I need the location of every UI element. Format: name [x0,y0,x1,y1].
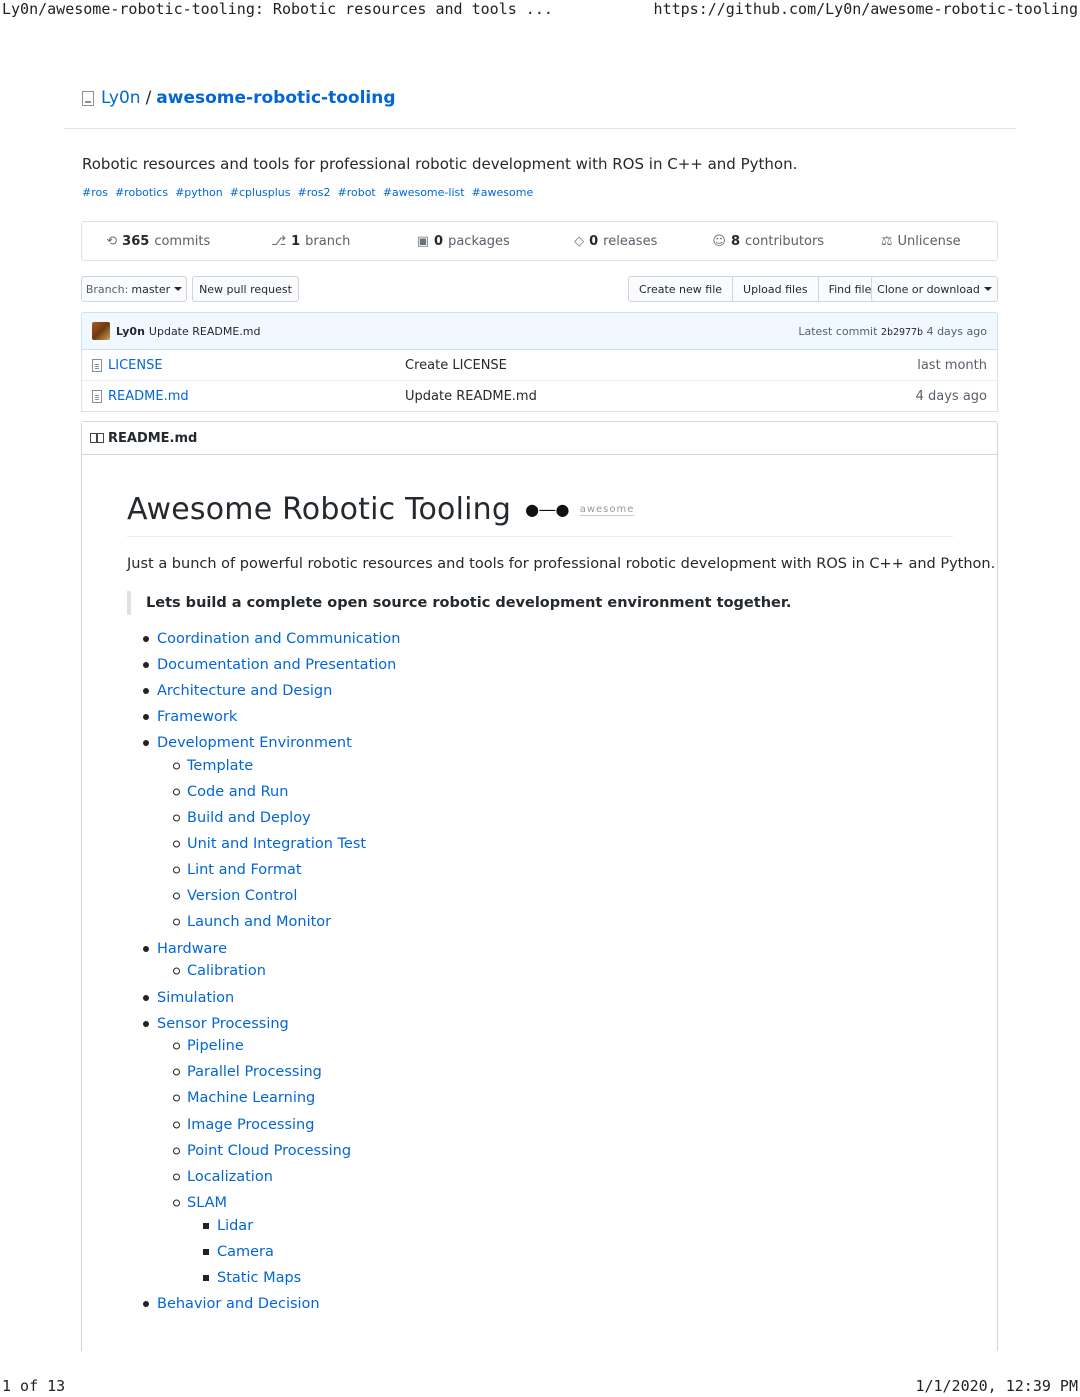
latest-commit-age: 4 days ago [926,324,987,338]
contributors-count: 8 [730,233,741,249]
toc-link[interactable]: Development Environment [157,735,352,751]
people-icon: ☺ [712,233,726,249]
awesome-badge[interactable]: awesome [579,503,635,515]
repo-description: Robotic resources and tools for professional robotic development with ROS in C++ and Python. [82,155,798,173]
create-new-file-button[interactable]: Create new file [629,277,733,301]
releases-link[interactable] [540,222,693,260]
toc-link[interactable]: SLAM [187,1195,228,1211]
toc-link[interactable]: Architecture and Design [157,683,333,699]
releases-count: 0 [589,233,599,249]
file-list [81,350,998,412]
readme-blockquote: Lets build a complete open source robotic development environment together. [127,591,791,615]
toc-link[interactable]: Hardware [157,941,228,957]
toc-link[interactable]: Framework [157,709,238,725]
clone-or-download-button[interactable] [871,276,998,302]
contributors-label: contributors [745,233,825,249]
table-row [82,380,997,411]
title-divider [127,536,953,537]
topic-tag[interactable]: #awesome [471,186,534,199]
file-age: last month [917,357,987,373]
toc-link[interactable]: Launch and Monitor [187,914,332,930]
file-icon [92,390,102,403]
packages-link[interactable] [387,222,540,260]
table-row [82,350,997,380]
package-icon: ▣ [416,233,430,249]
history-icon: ⟲ [106,233,118,249]
print-header-title: Ly0n/awesome-robotic-tooling: Robotic resources and tools ... [2,0,553,18]
toc-link[interactable]: Coordination and Communication [157,631,401,647]
branch-select-button[interactable] [81,276,187,302]
print-timestamp: 1/1/2020, 12:39 PM [915,1377,1078,1395]
toc-link[interactable]: Localization [187,1169,273,1185]
toc-link[interactable]: Behavior and Decision [157,1296,320,1312]
print-footer [0,1375,1080,1397]
commit-sha-link[interactable]: 2b2977b [880,326,924,338]
branch-label: branch [305,233,351,249]
latest-commit-bar [81,312,998,350]
topic-tag[interactable]: #robotics [114,186,169,199]
repo-name-link[interactable]: awesome-robotic-tooling [156,88,396,108]
file-name-link[interactable]: LICENSE [108,357,163,373]
readme-title-text: Awesome Robotic Tooling [127,492,512,527]
print-page-number: 1 of 13 [2,1377,66,1395]
readme-intro: Just a bunch of powerful robotic resources and tools for professional robotic development with ROS in C++ and Python. [127,556,996,572]
branch-prefix: Branch: [85,282,129,296]
file-icon [92,359,102,372]
topic-tag[interactable]: #ros [82,186,108,199]
find-file-button[interactable]: Find file [828,282,872,296]
file-commit-message[interactable]: Update README.md [405,388,537,404]
repo-icon [82,91,94,106]
commit-message[interactable]: Update README.md [148,324,261,338]
topic-tag[interactable]: #python [175,186,223,199]
toc-link[interactable]: Documentation and Presentation [157,657,397,673]
commits-label: commits [154,233,211,249]
law-icon: ⚖ [880,233,893,249]
releases-label: releases [603,233,658,249]
readme-header [82,422,997,455]
packages-count: 0 [434,233,444,249]
toc-link[interactable]: Simulation [157,990,235,1006]
toc-link[interactable]: Version Control [187,888,298,904]
topic-tag[interactable]: #ros2 [297,186,331,199]
branch-link[interactable] [235,222,388,260]
toc-link[interactable]: Unit and Integration Test [187,836,367,852]
latest-commit-prefix: Latest commit [798,324,878,338]
clone-label: Clone or download [877,282,980,296]
repo-owner-link[interactable]: Ly0n [101,88,141,108]
avatar[interactable] [92,322,110,340]
commits-count: 365 [122,233,150,249]
file-age: 4 days ago [915,388,987,404]
print-header-url: https://github.com/Ly0n/awesome-robotic-tooling [653,0,1078,18]
commit-author[interactable]: Ly0n [116,324,145,338]
toc-link[interactable]: Calibration [187,963,266,979]
toc-link[interactable]: Pipeline [187,1038,244,1054]
topic-tag[interactable]: #awesome-list [382,186,465,199]
toc-link[interactable]: Image Processing [187,1117,315,1133]
toc-link[interactable]: Machine Learning [187,1090,316,1106]
file-commit-message[interactable]: Create LICENSE [405,357,507,373]
file-name-link[interactable]: README.md [108,388,189,404]
new-pull-request-button[interactable]: New pull request [192,276,299,302]
toc-link[interactable]: Template [187,758,254,774]
caret-down-icon [984,287,992,291]
topic-tag[interactable]: #cplusplus [229,186,291,199]
repo-title [82,88,396,108]
toc-link[interactable]: Static Maps [217,1270,302,1286]
book-icon [90,433,104,443]
toc-link[interactable]: Lint and Format [187,862,302,878]
git-branch-icon: ⎇ [271,233,287,249]
repo-separator: / [145,88,152,108]
toc-link[interactable]: Camera [217,1244,274,1260]
toc-link[interactable]: Lidar [217,1218,254,1234]
toc-link[interactable]: Code and Run [187,784,289,800]
print-header [0,0,1080,20]
caret-down-icon [174,287,182,291]
toc-link[interactable]: Build and Deploy [187,810,311,826]
upload-files-button[interactable]: Upload files [733,277,819,301]
readme-header-label: README.md [108,430,198,446]
toc-link[interactable]: Parallel Processing [187,1064,322,1080]
readme-title [127,492,634,527]
topic-tag[interactable]: #robot [337,186,376,199]
packages-label: packages [448,233,510,249]
license-label: Unlicense [897,233,961,249]
license-link[interactable] [845,222,998,260]
repo-summary-bar [81,221,998,261]
sunglasses-icon: ●―● [525,500,570,519]
commits-link[interactable] [82,222,235,260]
tag-icon: ◇ [574,233,585,249]
file-actions-group [628,276,882,302]
header-divider [64,128,1016,129]
contributors-link[interactable] [692,222,845,260]
toc-link[interactable]: Point Cloud Processing [187,1143,352,1159]
toc-link[interactable]: Sensor Processing [157,1016,289,1032]
branch-value: master [131,282,171,296]
topic-list [82,186,533,199]
latest-commit-info [798,325,987,338]
branch-count: 1 [291,233,301,249]
